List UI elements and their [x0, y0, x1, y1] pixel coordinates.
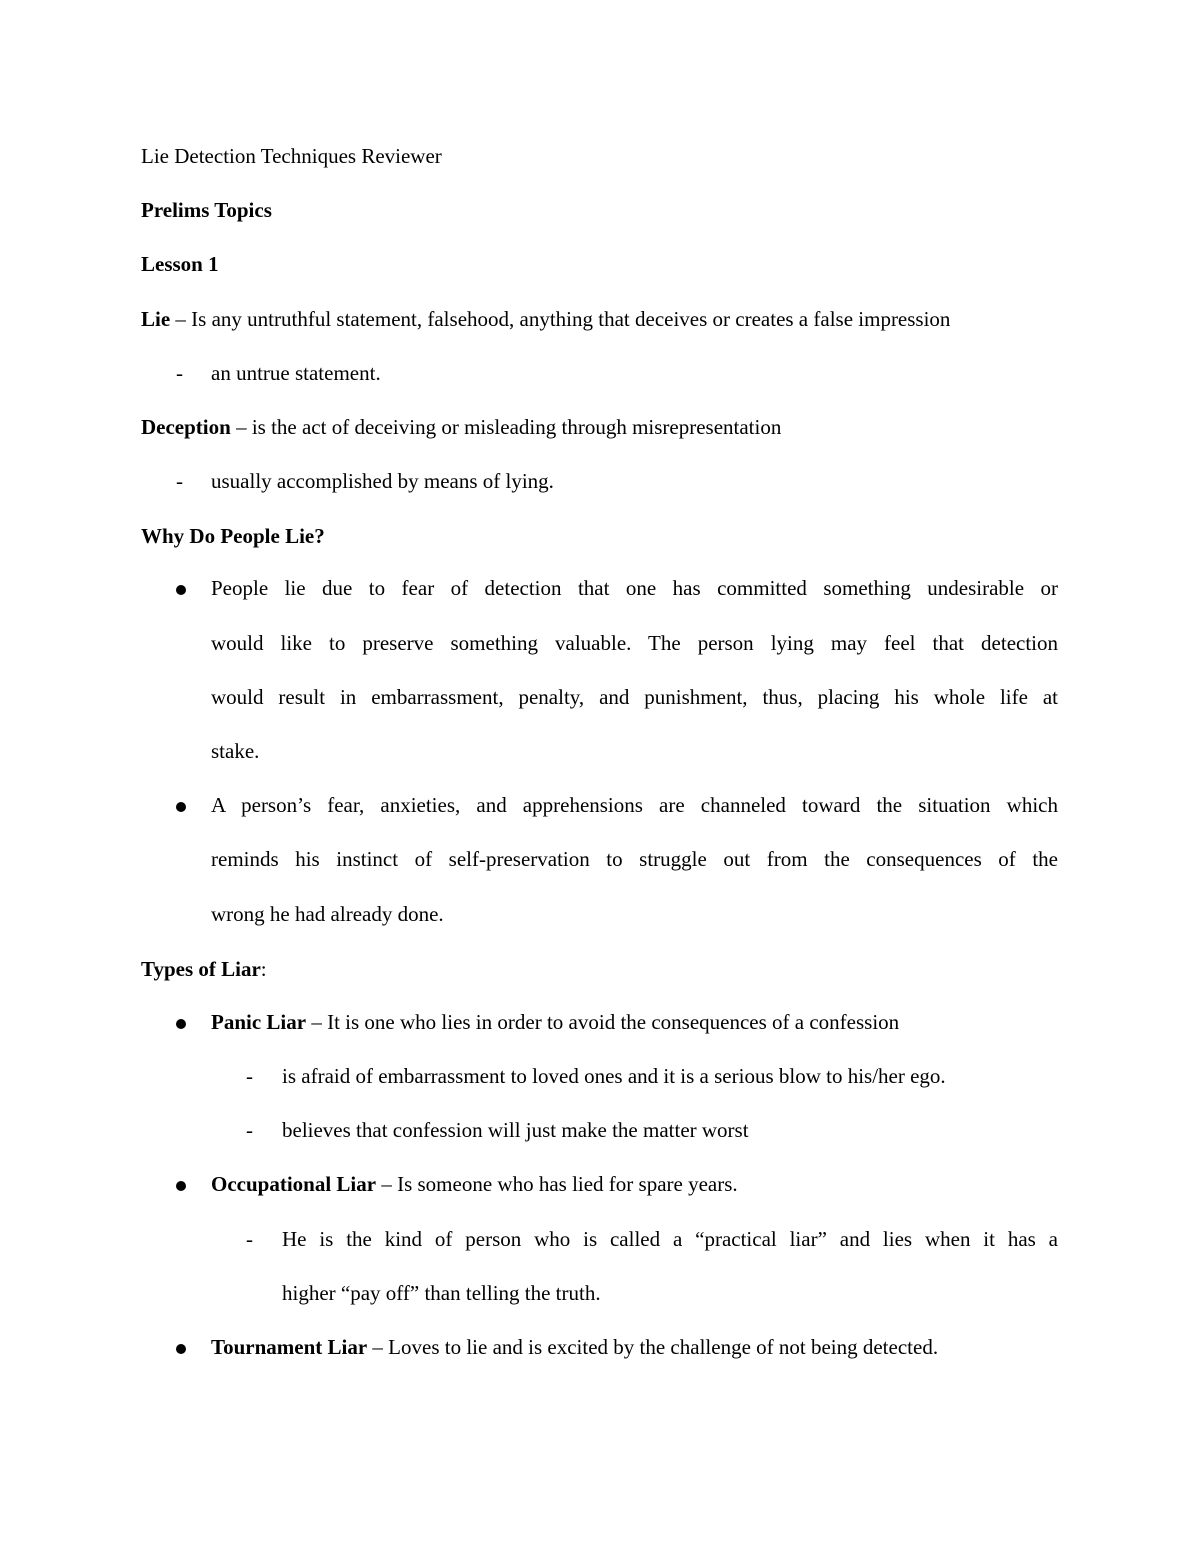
- tournament-liar-term: Tournament Liar: [211, 1335, 368, 1359]
- dash-marker: -: [246, 1118, 253, 1142]
- occupational-liar-item: [211, 1170, 738, 1198]
- deception-definition-text: – is the act of deceiving or misleading through misrepresentation: [230, 415, 782, 439]
- bullet-icon: [176, 585, 186, 595]
- lie-sub-point: an untrue statement.: [211, 361, 381, 385]
- deception-definition: [141, 413, 781, 441]
- why-bullet-2-line-3: wrong he had already done.: [211, 902, 444, 926]
- why-bullet-2-line-2: reminds his instinct of self-preservation to struggle out from the consequences of the: [211, 847, 1058, 871]
- why-bullet-1-line-4: stake.: [211, 739, 260, 763]
- panic-liar-sub-2: believes that confession will just make the matter worst: [282, 1118, 749, 1142]
- dash-marker: -: [246, 1064, 253, 1088]
- why-bullet-2-line-1: A person’s fear, anxieties, and apprehensions are channeled toward the situation which: [211, 793, 1058, 817]
- occupational-liar-term: Occupational Liar: [211, 1172, 377, 1196]
- occupational-liar-definition: – Is someone who has lied for spare years.: [376, 1172, 738, 1196]
- dash-marker: -: [246, 1227, 253, 1251]
- deception-term: Deception: [141, 415, 231, 439]
- bullet-icon: [176, 1019, 186, 1029]
- panic-liar-sub-1: is afraid of embarrassment to loved ones and it is a serious blow to his/her ego.: [282, 1064, 946, 1088]
- dash-marker: -: [176, 361, 183, 385]
- bullet-icon: [176, 802, 186, 812]
- tournament-liar-definition: – Loves to lie and is excited by the challenge of not being detected.: [367, 1335, 939, 1359]
- bullet-icon: [176, 1344, 186, 1354]
- lie-definition: [141, 305, 950, 333]
- panic-liar-definition: – It is one who lies in order to avoid the consequences of a confession: [306, 1010, 900, 1034]
- why-heading: Why Do People Lie?: [141, 524, 325, 548]
- panic-liar-item: [211, 1008, 899, 1036]
- tournament-liar-item: [211, 1333, 938, 1361]
- lie-term: Lie: [141, 307, 171, 331]
- deception-sub-point: usually accomplished by means of lying.: [211, 469, 554, 493]
- dash-marker: -: [176, 469, 183, 493]
- occupational-liar-sub-1: He is the kind of person who is called a “practical liar” and lies when it has a: [282, 1227, 1058, 1251]
- lesson-heading: Lesson 1: [141, 252, 219, 276]
- why-bullet-1-line-3: would result in embarrassment, penalty, and punishment, thus, placing his whole life at: [211, 685, 1058, 709]
- types-heading-colon: :: [260, 957, 267, 981]
- lie-definition-text: – Is any untruthful statement, falsehood, anything that deceives or creates a false impression: [170, 307, 951, 331]
- types-heading: [141, 955, 267, 983]
- occupational-liar-sub-2: higher “pay off” than telling the truth.: [282, 1281, 601, 1305]
- panic-liar-term: Panic Liar: [211, 1010, 307, 1034]
- document-title: Lie Detection Techniques Reviewer: [141, 144, 442, 168]
- types-heading-text: Types of Liar: [141, 957, 261, 981]
- prelims-heading: Prelims Topics: [141, 198, 272, 222]
- bullet-icon: [176, 1181, 186, 1191]
- why-bullet-1-line-1: People lie due to fear of detection that one has committed something undesirable or: [211, 576, 1058, 600]
- why-bullet-1-line-2: would like to preserve something valuable. The person lying may feel that detection: [211, 631, 1058, 655]
